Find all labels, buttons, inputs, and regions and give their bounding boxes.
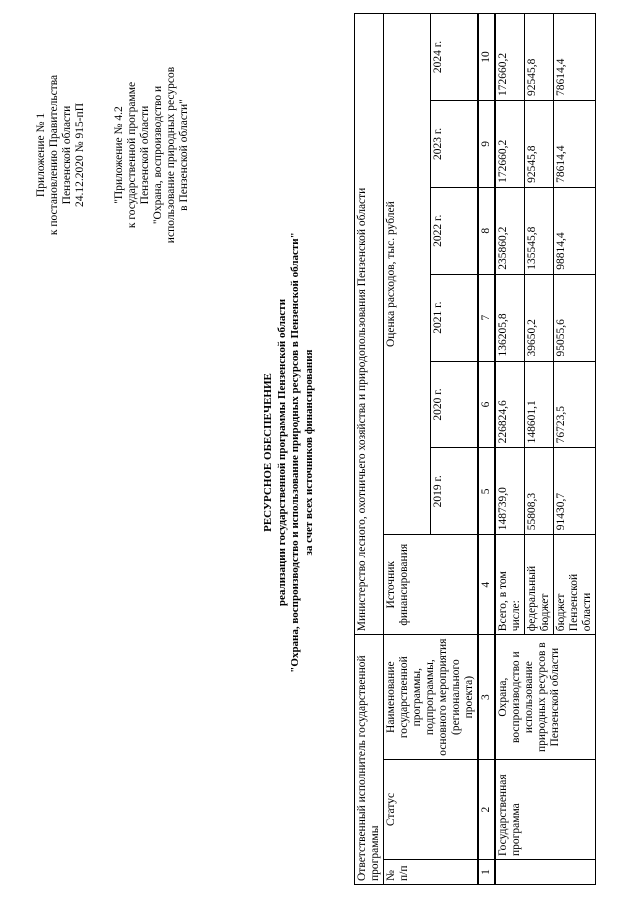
col-index: 10 (478, 14, 495, 101)
appendix-2-line: "Приложение № 4.2 (113, 106, 125, 204)
title-line: реализации государственной программы Пензенской области (275, 298, 288, 607)
value-cell: 172660,2 (495, 14, 525, 101)
year-cell: 2024 г. (430, 14, 478, 101)
header-source: Источник финансирования (384, 535, 479, 635)
col-index: 7 (478, 274, 495, 361)
header-name: Наименование государственной программы, подпрограммы, основного мероприятия (регионального проекта) (384, 635, 479, 760)
value-cell: 135545,8 (525, 187, 554, 274)
source-cell: федеральный бюджет (525, 535, 554, 635)
col-index: 6 (478, 361, 495, 448)
resource-table (354, 13, 596, 885)
appendix-1-line: 24.12.2020 № 915-пП (74, 103, 86, 208)
appendix-2-line: к государственной программе (126, 81, 138, 229)
value-cell: 78614,4 (554, 100, 596, 187)
value-cell: 95055,6 (554, 274, 596, 361)
appendix-2-line: в Пензенской области" (178, 99, 190, 211)
appendix-1-line: Пензенской области (61, 105, 73, 205)
value-cell: 92545,8 (525, 100, 554, 187)
appendix-2-line: использование природных ресурсов (165, 66, 177, 244)
executor-label: Ответственный исполнитель государственной программы (355, 635, 384, 885)
value-cell: 76723,5 (554, 361, 596, 448)
appendix-2-line: "Охрана, воспроизводство и (152, 85, 164, 225)
value-cell: 226824,6 (495, 361, 525, 448)
header-estimate: Оценка расходов, тыс. рублей (384, 14, 431, 535)
col-index: 3 (478, 635, 495, 760)
appendix-1-line: Приложение № 1 (35, 112, 47, 198)
executor-row (355, 14, 384, 885)
year-cell: 2020 г. (430, 361, 478, 448)
source-cell: Всего, в том числе: (495, 535, 525, 635)
value-cell: 148601,1 (525, 361, 554, 448)
program-name-cell: Охрана, воспроизводство и использование природных ресурсов в Пензенской области (495, 635, 596, 760)
col-index: 9 (478, 100, 495, 187)
appendix-4-2-header (113, 25, 191, 285)
appendix-2-line: Пензенской области (139, 105, 151, 205)
status-cell: Государственная программа (495, 760, 596, 860)
table-row (495, 14, 525, 885)
executor-value: Министерство лесного, охотничьего хозяйства и природопользования Пензенской области (355, 14, 384, 635)
value-cell: 92545,8 (525, 14, 554, 101)
year-cell: 2021 г. (430, 274, 478, 361)
value-cell: 148739,0 (495, 448, 525, 535)
header-num: № п/п (384, 860, 479, 885)
title-line: РЕСУРСНОЕ ОБЕСПЕЧЕНИЕ (262, 373, 274, 532)
header-status: Статус (384, 760, 479, 860)
value-cell: 91430,7 (554, 448, 596, 535)
source-cell: бюджет Пензенской области (554, 535, 596, 635)
col-index: 2 (478, 760, 495, 860)
appendix-1-header (35, 25, 87, 285)
header-row (384, 14, 431, 885)
col-index: 5 (478, 448, 495, 535)
title-line: за счет всех источников финансирования (302, 349, 315, 556)
value-cell: 39650,2 (525, 274, 554, 361)
value-cell: 235860,2 (495, 187, 525, 274)
value-cell: 55808,3 (525, 448, 554, 535)
row-number (495, 860, 596, 885)
col-index: 1 (478, 860, 495, 885)
col-index: 8 (478, 187, 495, 274)
appendix-1-line: к постановлению Правительства (48, 74, 60, 236)
value-cell: 98814,4 (554, 187, 596, 274)
col-index: 4 (478, 535, 495, 635)
document-title (262, 150, 316, 755)
column-index-row (478, 14, 495, 885)
year-cell: 2022 г. (430, 187, 478, 274)
year-cell: 2019 г. (430, 448, 478, 535)
value-cell: 136205,8 (495, 274, 525, 361)
year-cell: 2023 г. (430, 100, 478, 187)
value-cell: 78614,4 (554, 14, 596, 101)
value-cell: 172660,2 (495, 100, 525, 187)
title-line: "Охрана, воспроизводство и использование природных ресурсов в Пензенской области" (289, 232, 301, 673)
